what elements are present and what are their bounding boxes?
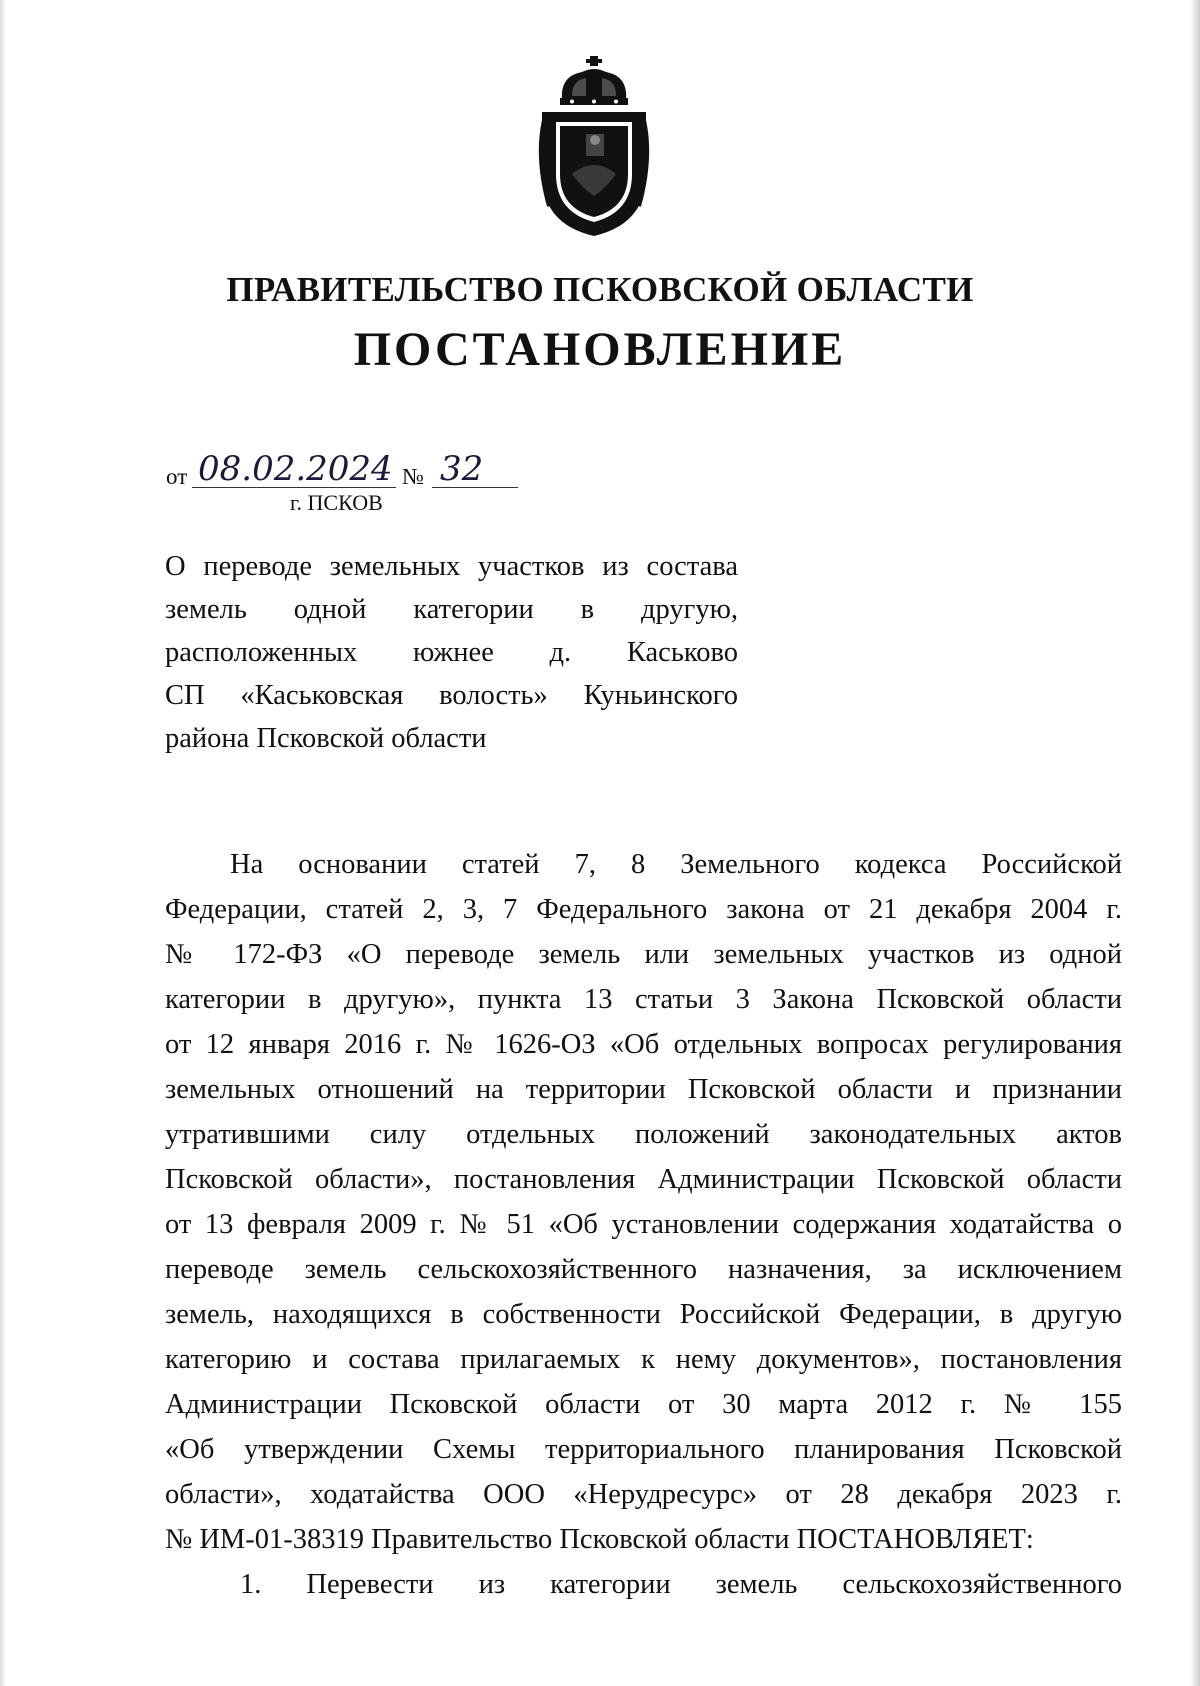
subject-line: района Псковской области xyxy=(165,723,487,754)
subject-line: расположенных южнее д. Каськово xyxy=(165,637,738,668)
document-subject xyxy=(165,545,738,760)
scan-edge-right xyxy=(1190,0,1200,1686)
document-body xyxy=(165,842,1122,1607)
body-line: «Об утверждении Схемы территориального планирования Псковской xyxy=(165,1434,1122,1465)
subject-line: земель одной категории в другую, xyxy=(165,594,738,625)
list-item: 1. Перевести из категории земель сельскохозяйственного xyxy=(240,1569,1122,1600)
body-line: № 172-ФЗ «О переводе земель или земельных участков из одной xyxy=(165,939,1122,970)
body-line: земельных отношений на территории Псковской области и признании xyxy=(165,1074,1122,1105)
city-label: г. ПСКОВ xyxy=(290,490,383,515)
coat-of-arms-icon xyxy=(532,56,656,242)
body-line: от 12 января 2016 г. № 1626-ОЗ «Об отдельных вопросах регулирования xyxy=(165,1029,1122,1060)
document-type-title: ПОСТАНОВЛЕНИЕ xyxy=(353,323,847,376)
body-line: категории в другую», пункта 13 статьи 3 Закона Псковской области xyxy=(165,984,1122,1015)
body-line: Псковской области», постановления Администрации Псковской области xyxy=(165,1164,1122,1195)
body-line: земель, находящихся в собственности Российской Федерации, в другую xyxy=(165,1299,1122,1330)
body-line: переводе земель сельскохозяйственного назначения, за исключением xyxy=(165,1254,1122,1285)
body-line: утратившими силу отдельных положений законодательных актов xyxy=(165,1119,1122,1150)
body-line: области», ходатайства ООО «Нерудресурс» от 28 декабря 2023 г. xyxy=(165,1479,1122,1510)
registration-line xyxy=(166,450,586,490)
government-title: ПРАВИТЕЛЬСТВО ПСКОВСКОЙ ОБЛАСТИ xyxy=(226,270,974,309)
subject-line: СП «Каськовская волость» Куньинского xyxy=(165,680,738,711)
subject-line: О переводе земельных участков из состава xyxy=(165,551,738,582)
scan-edge-left xyxy=(0,0,6,1686)
date-label: от xyxy=(166,464,188,489)
handwritten-number: 32 xyxy=(432,450,518,488)
body-line: На основании статей 7, 8 Земельного кодекса Российской xyxy=(230,849,1122,880)
handwritten-date: 08.02.2024 xyxy=(192,450,396,488)
body-line: Администрации Псковской области от 30 марта 2012 г. № 155 xyxy=(165,1389,1122,1420)
body-line: от 13 февраля 2009 г. № 51 «Об установлении содержания ходатайства о xyxy=(165,1209,1122,1240)
body-line: категорию и состава прилагаемых к нему документов», постановления xyxy=(165,1344,1122,1375)
body-line: Федерации, статей 2, 3, 7 Федерального закона от 21 декабря 2004 г. xyxy=(165,894,1122,925)
body-line: № ИМ-01-38319 Правительство Псковской области ПОСТАНОВЛЯЕТ: xyxy=(165,1524,1034,1555)
number-label: № xyxy=(402,464,424,489)
